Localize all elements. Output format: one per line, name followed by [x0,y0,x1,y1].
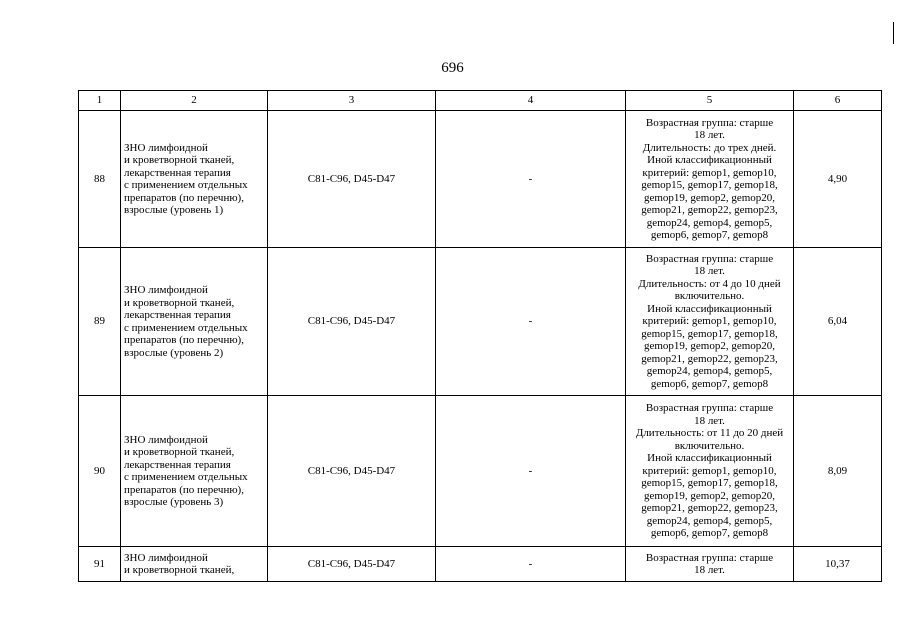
table-row [79,547,882,582]
column-4-value: - [436,111,626,248]
table-row [79,396,882,547]
classification-criteria: Возрастная группа: старше 18 лет. Длительность: до трех дней. Иной классификационный критерий: gemop1, gemop10, gemop15, gemop17, gemop18, gemop19, gemop2, gemop20, gemop21, gemop22, gemop23, gemop24, gemop4, gemop5, gemop6, gemop7, gemop8 [626,111,794,248]
icd-codes: C81-C96, D45-D47 [268,396,436,547]
column-header-6: 6 [794,91,882,111]
coefficient: 10,37 [794,547,882,582]
group-name: ЗНО лимфоидной и кроветворной тканей, [121,547,268,582]
column-header-4: 4 [436,91,626,111]
column-header-5: 5 [626,91,794,111]
icd-codes: C81-C96, D45-D47 [268,248,436,396]
tariff-table [78,90,882,582]
row-number: 88 [79,111,121,248]
classification-criteria: Возрастная группа: старше 18 лет. Длительность: от 4 до 10 дней включительно. Иной классификационный критерий: gemop1, gemop10, gemop15, gemop17, gemop18, gemop19, gemop2, gemop20, gemop21, gemop22, gemop23, gemop24, gemop4, gemop5, gemop6, gemop7, gemop8 [626,248,794,396]
column-4-value: - [436,396,626,547]
column-header-2: 2 [121,91,268,111]
table-header-row [79,91,882,111]
column-4-value: - [436,248,626,396]
icd-codes: C81-C96, D45-D47 [268,111,436,248]
row-number: 91 [79,547,121,582]
table-row [79,111,882,248]
page-number: 696 [441,60,464,76]
row-number: 89 [79,248,121,396]
coefficient: 4,90 [794,111,882,248]
group-name: ЗНО лимфоидной и кроветворной тканей, лекарственная терапия с применением отдельных препаратов (по перечню), взрослые (уровень 2) [121,248,268,396]
classification-criteria: Возрастная группа: старше 18 лет. Длительность: от 11 до 20 дней включительно. Иной классификационный критерий: gemop1, gemop10, gemop15, gemop17, gemop18, gemop19, gemop2, gemop20, gemop21, gemop22, gemop23, gemop24, gemop4, gemop5, gemop6, gemop7, gemop8 [626,396,794,547]
scan-edge-mark [893,22,894,44]
group-name: ЗНО лимфоидной и кроветворной тканей, лекарственная терапия с применением отдельных препаратов (по перечню), взрослые (уровень 3) [121,396,268,547]
classification-criteria: Возрастная группа: старше 18 лет. [626,547,794,582]
column-header-3: 3 [268,91,436,111]
table-row [79,248,882,396]
coefficient: 8,09 [794,396,882,547]
group-name: ЗНО лимфоидной и кроветворной тканей, лекарственная терапия с применением отдельных препаратов (по перечню), взрослые (уровень 1) [121,111,268,248]
column-4-value: - [436,547,626,582]
column-header-1: 1 [79,91,121,111]
row-number: 90 [79,396,121,547]
coefficient: 6,04 [794,248,882,396]
icd-codes: C81-C96, D45-D47 [268,547,436,582]
